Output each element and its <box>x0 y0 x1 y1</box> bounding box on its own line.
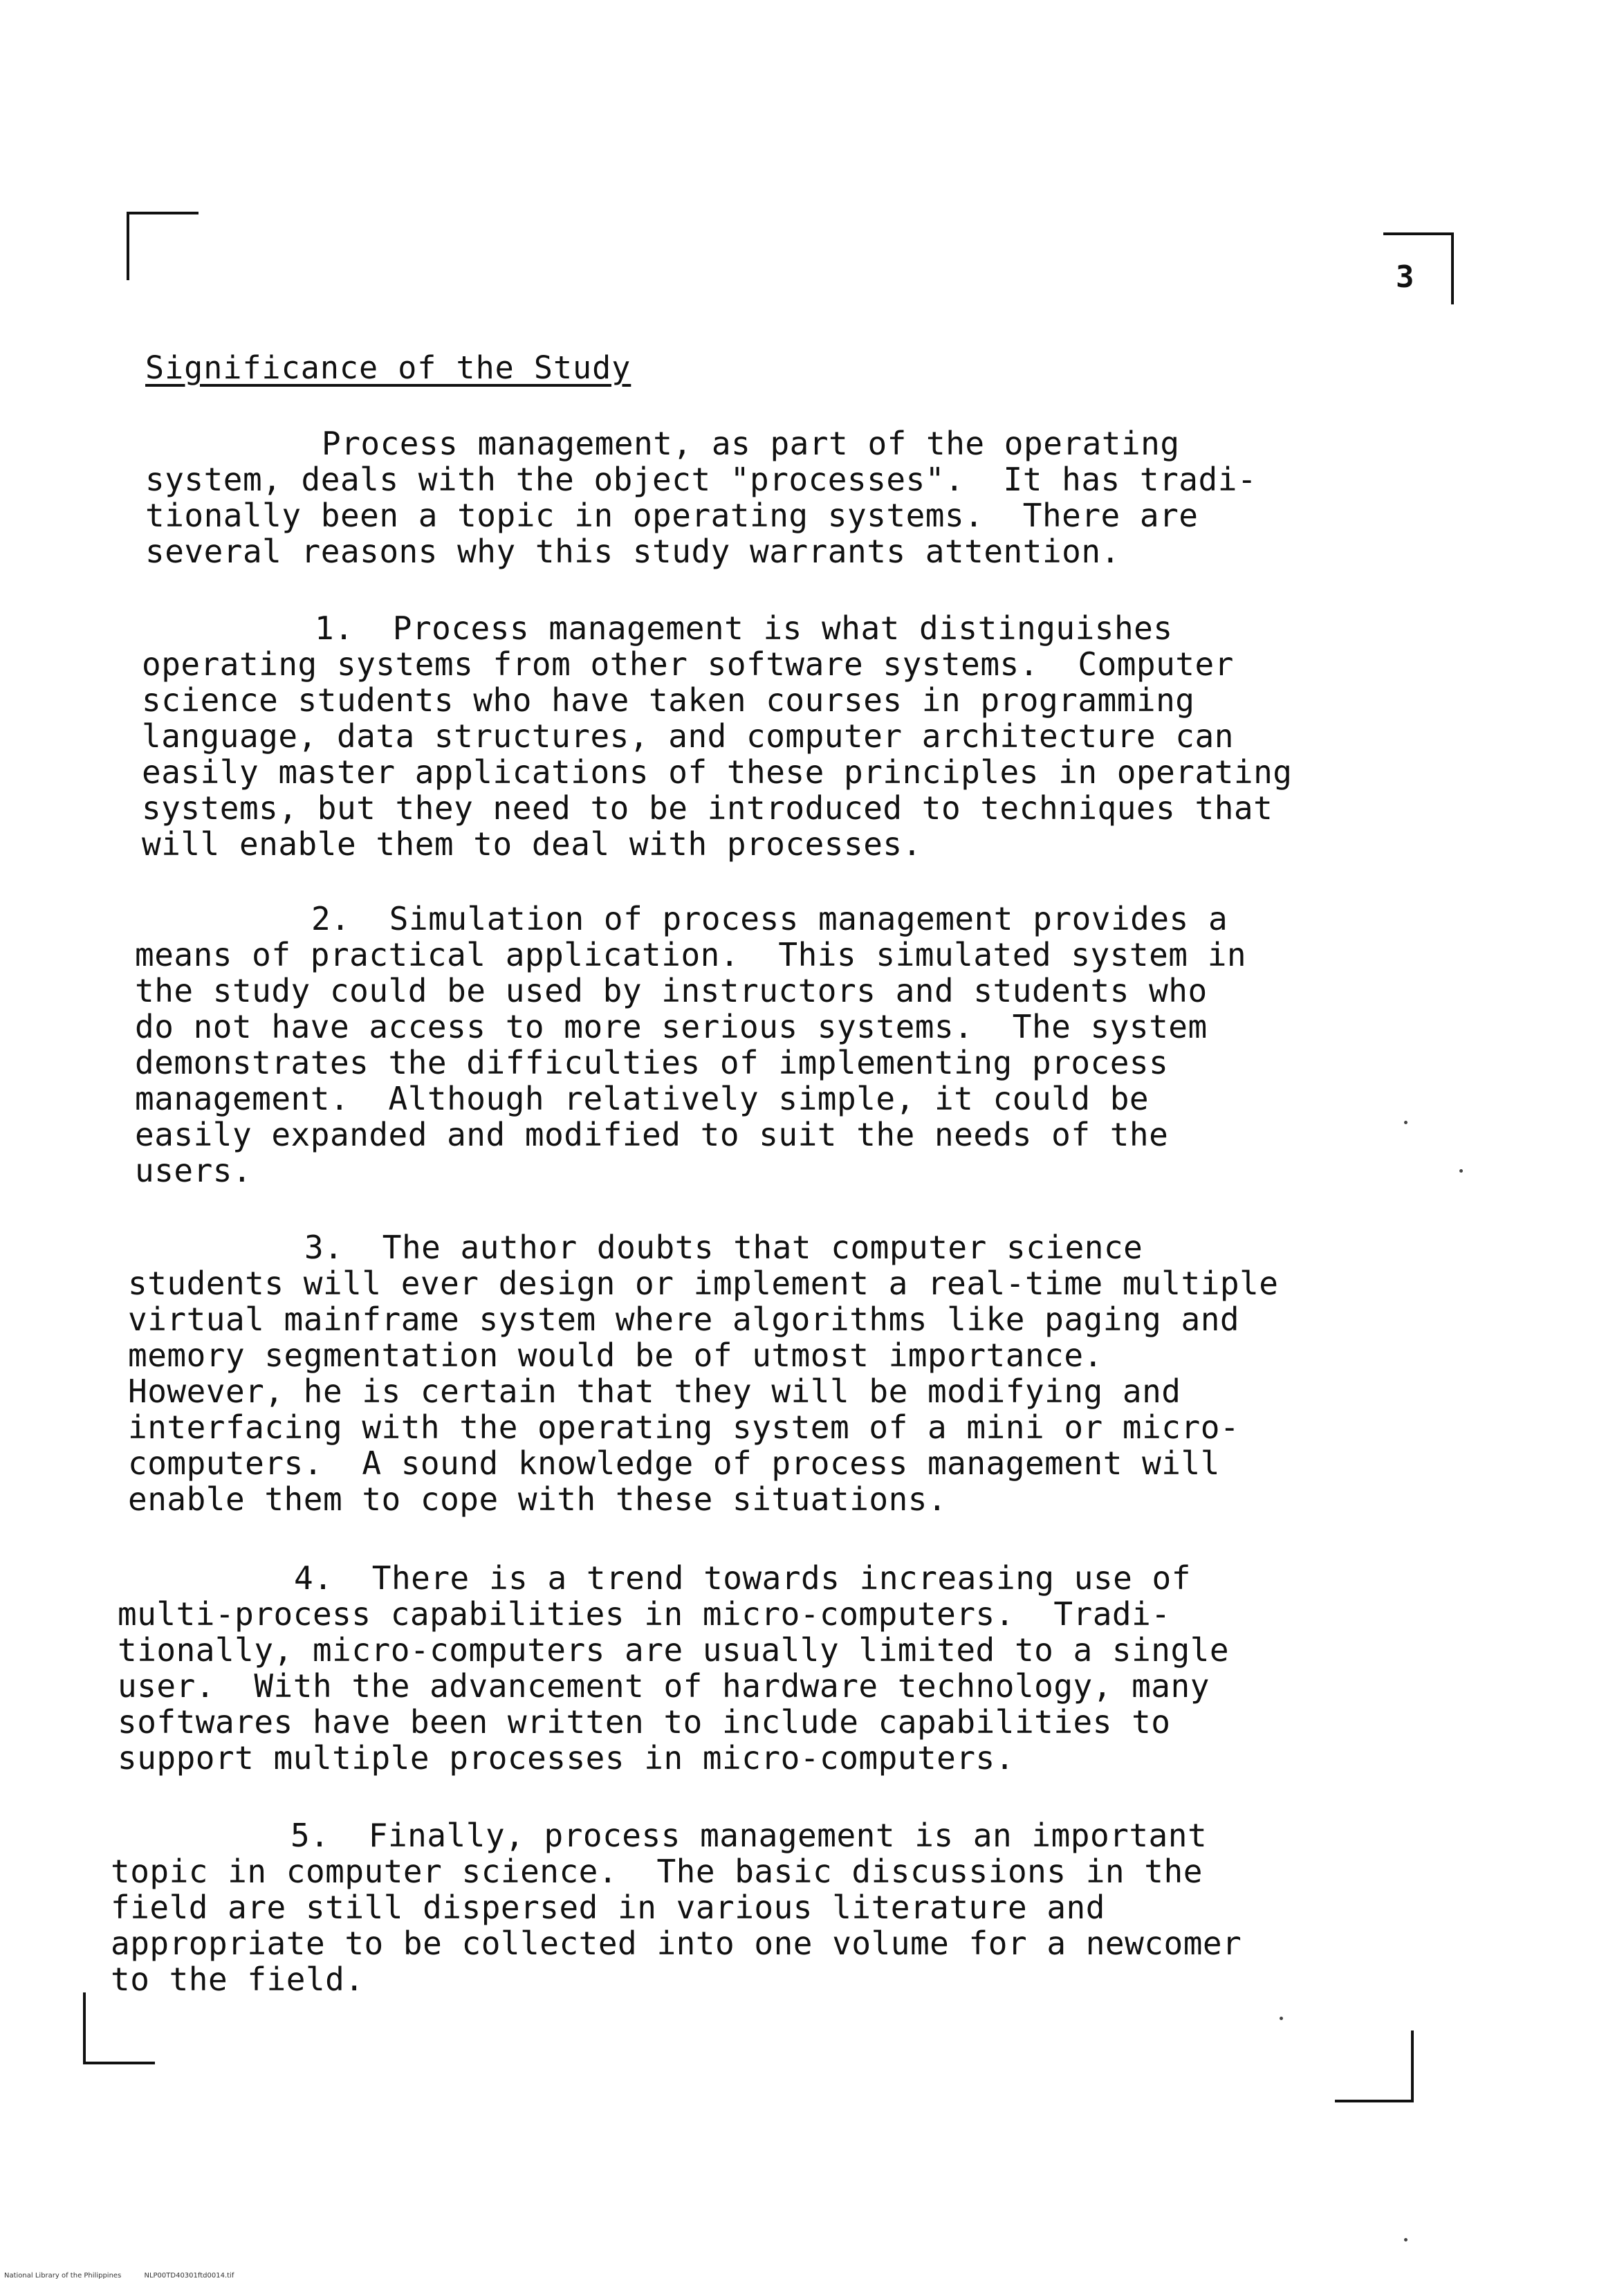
scan-speck <box>1459 1169 1463 1173</box>
paragraph-line: Process management, as part of the operating <box>322 425 1180 462</box>
paragraph-line: students will ever design or implement a real-time multiple <box>128 1265 1279 1302</box>
paragraph-line: will enable them to deal with processes. <box>142 825 922 863</box>
paragraph-line: management. Although relatively simple, it could be <box>135 1080 1150 1117</box>
paragraph-line: support multiple processes in micro-computers. <box>118 1739 1015 1777</box>
paragraph-line: user. With the advancement of hardware technology, many <box>118 1667 1210 1705</box>
paragraph-line: softwares have been written to include capabilities to <box>118 1703 1171 1741</box>
paragraph-line: multi-process capabilities in micro-computers. Tradi- <box>118 1595 1171 1633</box>
paragraph-line: to the field. <box>111 1961 365 1998</box>
paragraph-line: 4. There is a trend towards increasing use of <box>294 1559 1191 1597</box>
paragraph-line: 3. The author doubts that computer science <box>304 1229 1143 1266</box>
paragraph-line: tionally, micro-computers are usually limited to a single <box>118 1631 1230 1669</box>
paragraph-line: easily expanded and modified to suit the needs of the <box>135 1116 1169 1153</box>
paragraph-line: the study could be used by instructors and students who <box>135 972 1208 1009</box>
paragraph-line: enable them to cope with these situations. <box>128 1480 948 1518</box>
paragraph-line: several reasons why this study warrants attention. <box>145 533 1120 570</box>
paragraph-line: interfacing with the operating system of a mini or micro- <box>128 1409 1240 1446</box>
paragraph-line: appropriate to be collected into one volume for a newcomer <box>111 1925 1242 1962</box>
paragraph-line: However, he is certain that they will be modifying and <box>128 1373 1181 1410</box>
paragraph-line: 5. Finally, process management is an important <box>290 1817 1208 1854</box>
scan-footer <box>4 2272 234 2280</box>
paragraph-line: system, deals with the object "processes". It has tradi- <box>145 461 1257 498</box>
scan-speck <box>1404 2238 1408 2241</box>
paragraph-line: 2. Simulation of process management provides a <box>311 900 1228 937</box>
crop-mark-top-right <box>1383 232 1454 304</box>
paragraph-line: topic in computer science. The basic discussions in the <box>111 1853 1203 1890</box>
paragraph-line: operating systems from other software systems. Computer <box>142 645 1234 683</box>
paragraph-line: computers. A sound knowledge of process management will <box>128 1445 1220 1482</box>
crop-mark-bottom-right <box>1335 2030 1414 2102</box>
footer-library: National Library of the Philippines <box>4 2272 122 2280</box>
paragraph-line: memory segmentation would be of utmost importance. <box>128 1337 1103 1374</box>
paragraph-line: do not have access to more serious systems. The system <box>135 1008 1208 1045</box>
paragraph-line: field are still dispersed in various literature and <box>111 1889 1105 1926</box>
section-heading: Significance of the Study <box>145 349 631 386</box>
paragraph-line: virtual mainframe system where algorithms like paging and <box>128 1301 1240 1338</box>
paragraph-line: science students who have taken courses in programming <box>142 681 1195 719</box>
paragraph-line: users. <box>135 1152 252 1189</box>
paragraph-line: means of practical application. This simulated system in <box>135 936 1247 973</box>
paragraph-line: systems, but they need to be introduced to techniques that <box>142 789 1273 827</box>
crop-mark-bottom-left <box>83 1992 155 2064</box>
scan-speck <box>1280 2017 1283 2020</box>
paragraph-line: demonstrates the difficulties of implementing process <box>135 1044 1169 1081</box>
crop-mark-top-left <box>127 212 199 280</box>
paragraph-line: 1. Process management is what distinguishes <box>315 609 1173 647</box>
paragraph-line: tionally been a topic in operating systems. There are <box>145 497 1199 534</box>
paragraph-line: easily master applications of these principles in operating <box>142 753 1293 791</box>
page-number: 3 <box>1396 259 1414 295</box>
scan-speck <box>1404 1121 1408 1124</box>
paragraph-line: language, data structures, and computer architecture can <box>142 717 1234 755</box>
footer-file-id: NLP00TD40301ftd0014.tif <box>144 2272 234 2280</box>
